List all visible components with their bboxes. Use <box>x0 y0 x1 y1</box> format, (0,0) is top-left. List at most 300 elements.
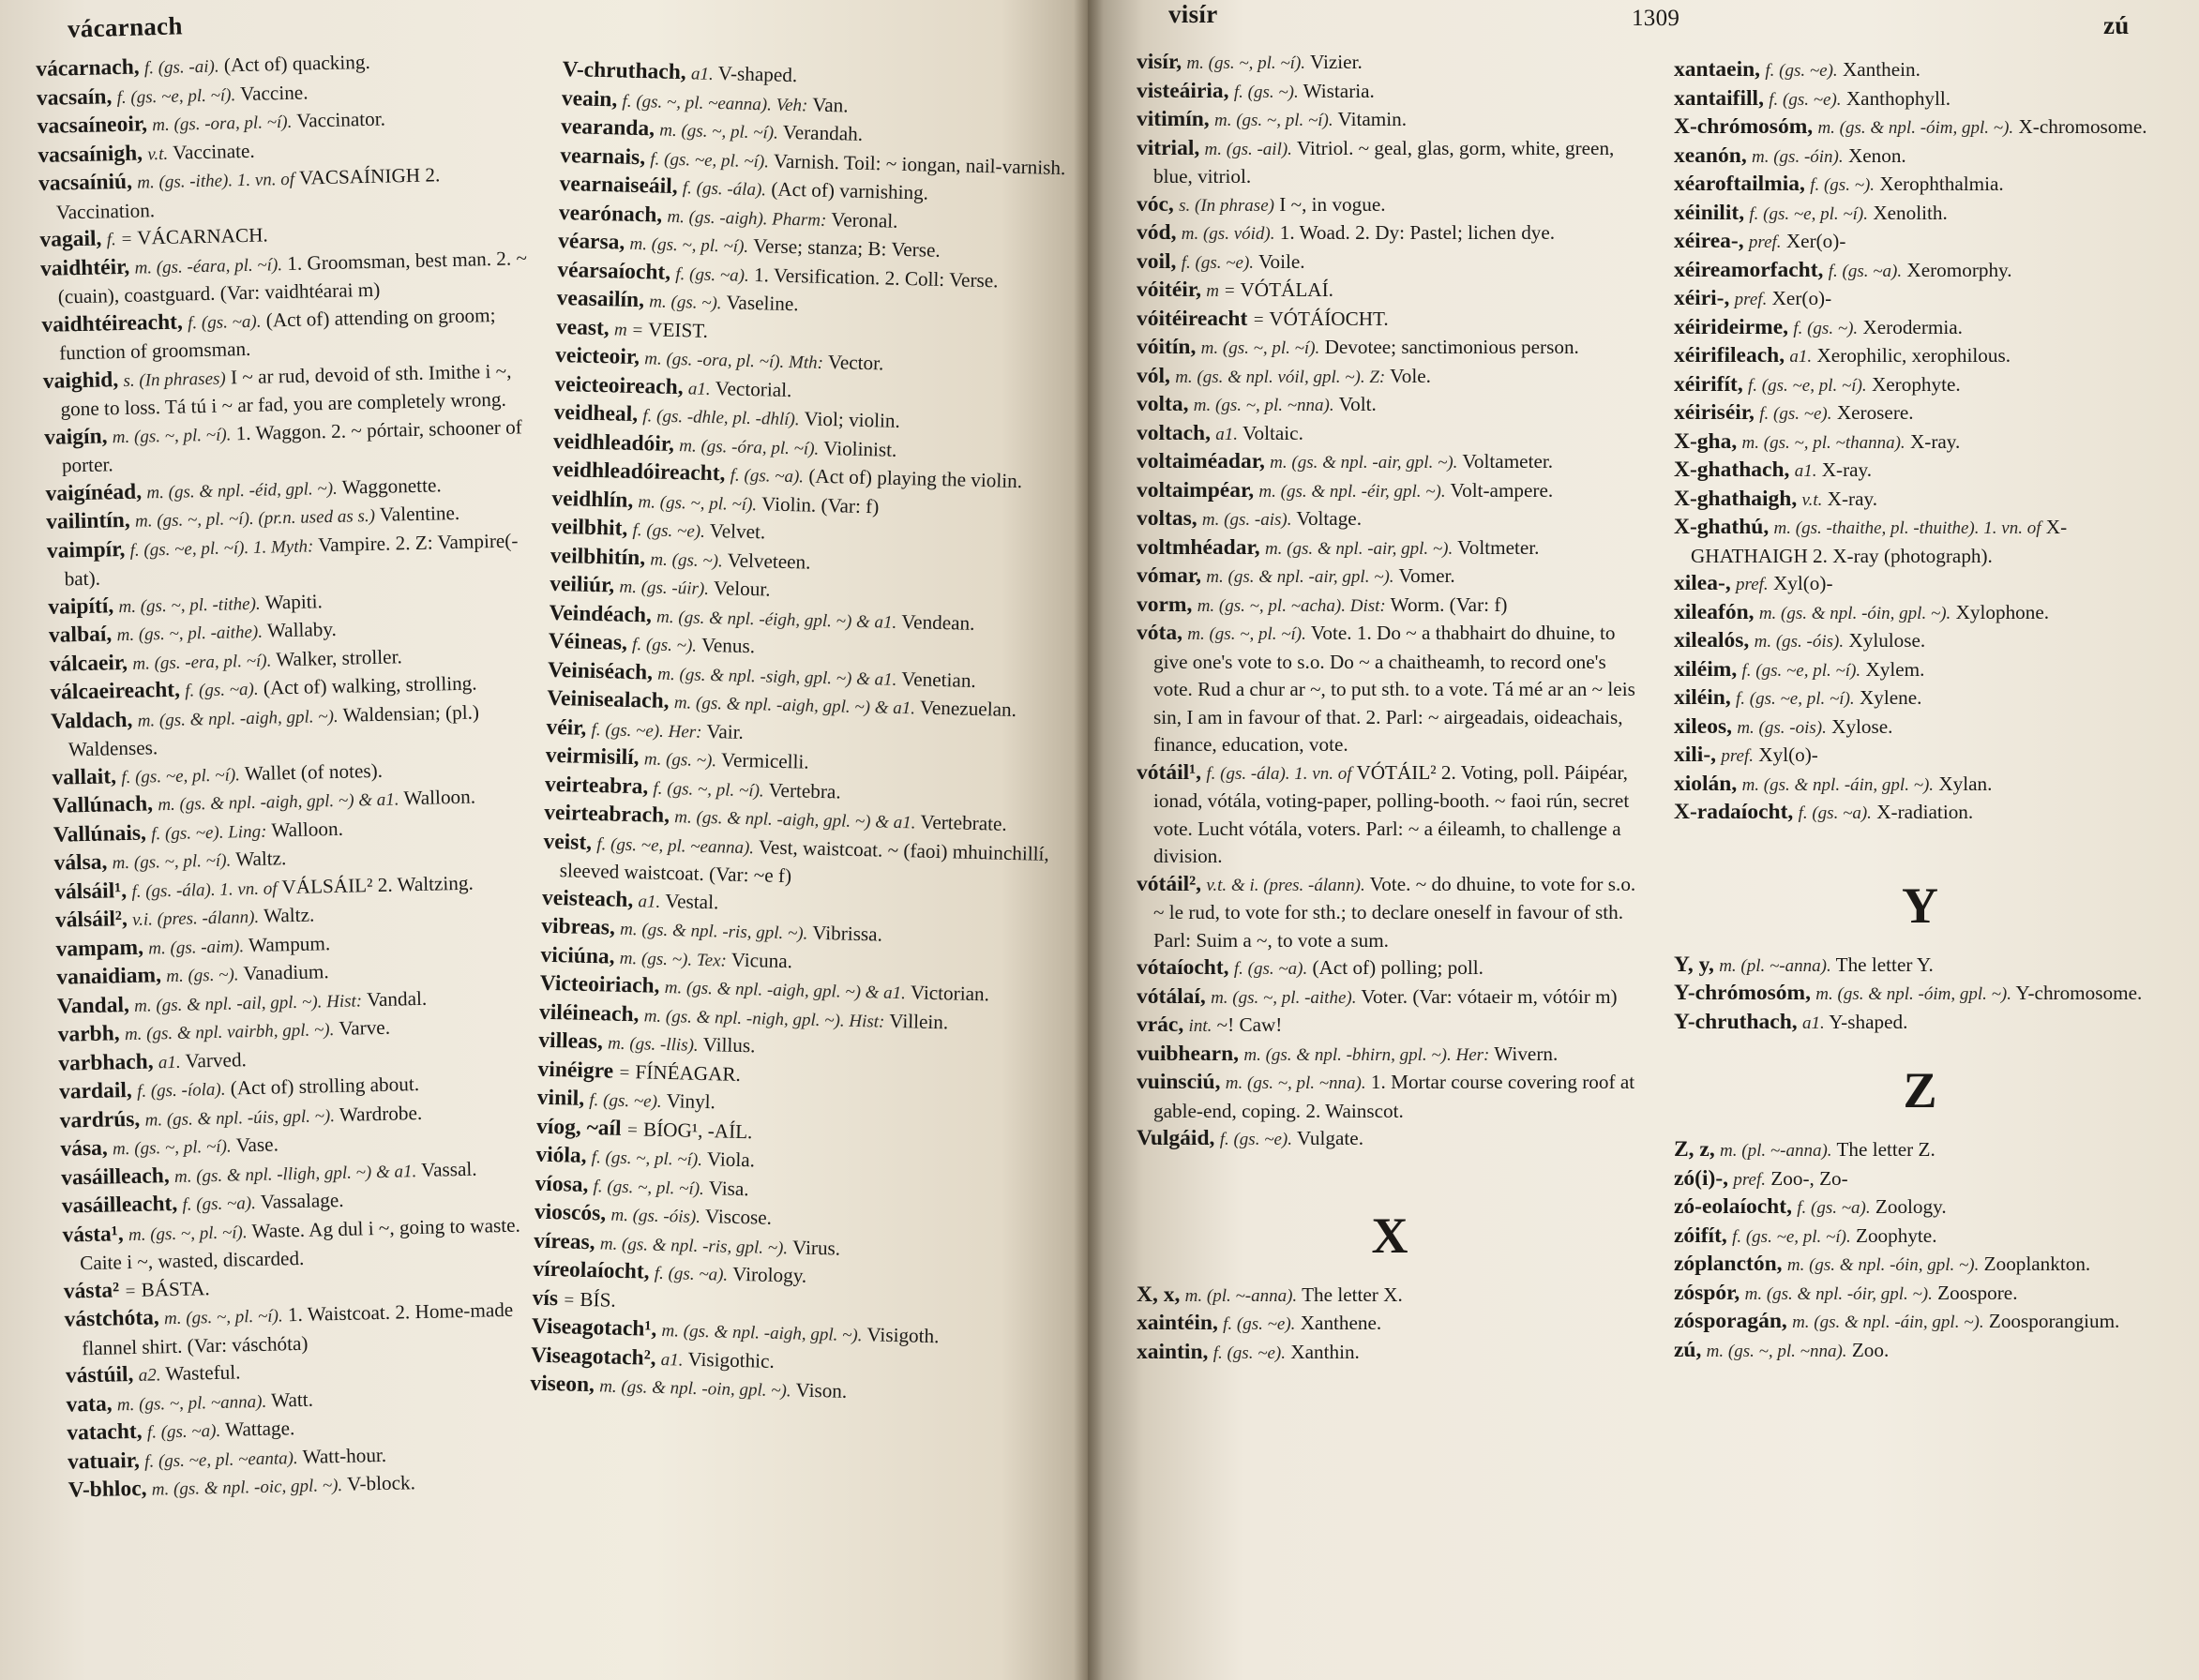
entry-definition: Xenon. <box>1847 143 1906 167</box>
entry-grammar: m. (pl. ~-anna). <box>1719 955 1831 976</box>
entry-grammar: f. (gs. ~e). Her: <box>591 719 702 742</box>
entry-headword: X-radaíocht, <box>1674 800 1794 824</box>
entry-headword: vástúil, <box>65 1361 134 1388</box>
entry-definition: Xerophthalmia. <box>1879 172 2004 195</box>
dictionary-entry <box>1674 342 2166 371</box>
entry-grammar: f. (gs. ~e). <box>632 519 706 542</box>
entry-headword: vásta² <box>63 1277 120 1304</box>
entry-definition: Wapiti. <box>264 589 324 614</box>
dictionary-entry <box>1674 428 2166 458</box>
entry-definition: Voter. (Var: vótaeir m, vótóir m) <box>1361 984 1618 1008</box>
entry-headword: viléineach, <box>538 999 640 1027</box>
entry-grammar: f. (gs. -ála). 1. vn. of <box>1206 763 1352 784</box>
entry-headword: veidhleadóir, <box>552 428 675 457</box>
entry-grammar: m = <box>1206 281 1236 301</box>
entry-definition: 1. Waggon. 2. ~ pórtair, schooner of porter. <box>61 414 522 477</box>
entry-headword: Viseagotach¹, <box>531 1313 657 1342</box>
entry-headword: veidhlín, <box>551 486 634 513</box>
entry-definition: Vampire. 2. Z: Vampire(-bat). <box>64 528 519 591</box>
z-entries <box>1674 1136 2166 1365</box>
entry-grammar: f. (gs. ~e, pl. ~í). <box>650 148 770 172</box>
entry-grammar: m. (gs. ~, pl. ~í). <box>638 491 758 515</box>
entries-column-2 <box>530 56 1069 1411</box>
entry-grammar: f. (gs. -ála). 1. vn. of <box>131 878 278 902</box>
entry-headword: veasailín, <box>556 285 645 313</box>
entry-headword: zú, <box>1674 1337 1702 1362</box>
entry-definition: Wardrobe. <box>339 1101 423 1126</box>
entry-definition: Varved. <box>185 1047 248 1072</box>
dictionary-entry <box>1137 49 1643 78</box>
entry-headword: vómar, <box>1137 563 1201 588</box>
entry-definition: X-GHATHAIGH 2. X-ray (photograph). <box>1691 516 2068 567</box>
entry-definition: Xanthophyll. <box>1845 86 1951 110</box>
entry-headword: V-bhloc, <box>68 1476 147 1503</box>
entry-headword: vata, <box>66 1391 113 1418</box>
entry-headword: visteáiria, <box>1137 78 1229 103</box>
entry-headword: xeanón, <box>1674 142 1747 168</box>
entry-grammar: m. (gs. ~). <box>649 292 722 314</box>
dictionary-entry <box>1674 399 2166 428</box>
entry-definition: (Act of) attending on groom; function of groomsman. <box>58 303 496 365</box>
entry-grammar: m. (gs. ~, pl. ~í). <box>1187 624 1306 644</box>
entry-headword: vitrial, <box>1137 135 1200 160</box>
entry-definition: V-shaped. <box>717 62 798 87</box>
entry-headword: veicteoir, <box>554 342 640 370</box>
entry-grammar: a1. <box>1794 461 1817 481</box>
entry-grammar: f. (gs. ~a). <box>675 263 750 286</box>
entry-grammar: m. (gs. & npl. -éid, gpl. ~). <box>146 478 339 502</box>
entry-definition: Wampum. <box>248 931 331 956</box>
entry-headword: xantaein, <box>1674 57 1761 82</box>
entry-definition: Vectorial. <box>715 376 792 401</box>
entry-definition: (Act of) quacking. <box>223 50 370 77</box>
entry-grammar: m. (gs. & npl. -aigh, gpl. ~) & a1. <box>664 977 907 1004</box>
entry-headword: vanaidiam, <box>56 963 162 990</box>
entry-headword: vatuair, <box>67 1448 141 1475</box>
entry-definition: Vanadium. <box>243 960 329 985</box>
entry-headword: vóitéir, <box>1137 278 1201 302</box>
dictionary-entry <box>1137 592 1643 621</box>
entry-grammar: f. (gs. ~, pl. ~í). <box>593 1176 705 1199</box>
entry-definition: Y-chromosome. <box>2015 982 2143 1004</box>
entry-definition: (Act of) strolling about. <box>230 1072 420 1100</box>
entry-headword: veidhleadóireacht, <box>551 457 726 487</box>
entry-definition: VÓTÁÍOCHT. <box>1269 307 1389 330</box>
entry-definition: Vaccinator. <box>295 107 386 132</box>
entry-definition: Voltmeter. <box>1457 535 1540 559</box>
dictionary-entry <box>1674 371 2166 400</box>
entry-definition: Vulgate. <box>1296 1127 1363 1149</box>
entry-headword: Vandal, <box>56 992 130 1019</box>
entry-grammar: m. (gs. ~). <box>643 749 717 772</box>
entry-grammar: m. (gs. -aigh). Pharm: <box>667 206 827 231</box>
entry-grammar: f. (gs. ~e, pl. ~í). <box>1732 1226 1851 1247</box>
entry-definition: Xanthene. <box>1300 1312 1382 1334</box>
entry-headword: vioscós, <box>534 1199 607 1226</box>
entry-headword: vasáilleacht, <box>61 1191 178 1219</box>
entry-headword: voil, <box>1137 248 1177 274</box>
entry-headword: vóta, <box>1137 621 1182 645</box>
entry-grammar: m. (gs. ~, pl. -aithe). <box>116 622 264 646</box>
entry-headword: xéirifít, <box>1674 371 1743 397</box>
entry-headword: volta, <box>1137 392 1189 416</box>
entry-grammar: f. (gs. ~a). <box>182 1192 257 1215</box>
dictionary-entry <box>1674 1009 2166 1038</box>
entry-grammar: m. (gs. & npl. -nigh, gpl. ~). Hist: <box>643 1005 885 1032</box>
entry-headword: vailintín, <box>45 507 131 534</box>
entry-definition: Vicuna. <box>730 948 793 972</box>
entry-grammar: m. (gs. -era, pl. ~í). <box>132 650 272 674</box>
entry-grammar: f. (gs. ~e, pl. ~í). <box>1749 203 1869 224</box>
entry-grammar: f. (gs. ~e). <box>1223 1314 1296 1334</box>
entry-grammar: m. (gs. & npl. -óim, gpl. ~). <box>1817 118 2014 138</box>
dictionary-entry <box>1137 534 1643 563</box>
entry-grammar: m. (gs. & npl. -óin, gpl. ~). <box>1758 603 1951 623</box>
entry-headword: visír, <box>1137 50 1182 74</box>
entry-headword: xilealós, <box>1674 628 1750 652</box>
entry-grammar: f. (gs. ~, pl. ~í). <box>591 1148 703 1170</box>
entry-grammar: m. (gs. & npl. -áin, gpl. ~). <box>1792 1312 1984 1332</box>
entry-headword: zóplanctón, <box>1674 1252 1783 1276</box>
entry-headword: Véineas, <box>548 628 628 655</box>
entry-headword: varbh, <box>57 1021 120 1047</box>
entry-headword: vástchóta, <box>64 1305 160 1332</box>
entry-grammar: a1. <box>690 64 714 84</box>
entry-definition: X-ray. <box>1909 429 1961 453</box>
entry-definition: Varnish. Toil: ~ iongan, nail-varnish. <box>773 149 1066 179</box>
dictionary-entry <box>1137 135 1643 191</box>
entry-headword: Vallúnach, <box>52 791 154 818</box>
entry-grammar: m. (gs. -óra, pl. ~í). <box>678 435 820 459</box>
entry-definition: ~! Caw! <box>1216 1013 1283 1036</box>
entry-grammar: m. (gs. ~, pl. ~í). (pr.n. used as s.) <box>134 505 376 532</box>
entry-headword: vacsaínigh, <box>38 140 143 168</box>
dictionary-entry <box>1137 871 1643 955</box>
entries-column-4 <box>1674 56 2166 1365</box>
entry-definition: Varve. <box>339 1015 391 1040</box>
entry-definition: Verandah. <box>782 120 864 145</box>
entry-grammar: m. (gs. ~, pl. ~í). <box>1200 338 1320 358</box>
entry-headword: víreolaíocht, <box>533 1256 650 1284</box>
entry-grammar: f. (gs. ~a). <box>654 1263 729 1285</box>
entry-headword: víosa, <box>535 1171 589 1197</box>
dictionary-entry <box>1674 1251 2166 1280</box>
running-head-left: vácarnach <box>67 11 184 43</box>
entry-definition: Vison. <box>795 1378 848 1402</box>
entry-headword: viseon, <box>530 1371 595 1398</box>
entry-definition: Devotee; sanctimonious person. <box>1324 336 1579 358</box>
entry-definition: Xerosere. <box>1836 401 1914 424</box>
dictionary-entry <box>1137 620 1643 759</box>
entry-definition: Violinist. <box>822 436 897 461</box>
entry-grammar: m. (gs. -aim). <box>148 936 245 959</box>
dictionary-entry <box>1674 171 2166 200</box>
entry-definition: Villein. <box>889 1009 949 1033</box>
entry-definition: Viola. <box>706 1148 756 1172</box>
entry-headword: veirteabra, <box>544 772 649 799</box>
entry-definition: (Act of) walking, strolling. <box>263 671 477 699</box>
entry-definition: Xerodermia. <box>1862 315 1963 338</box>
entry-definition: The letter Y. <box>1835 952 1934 976</box>
entry-definition: Worm. (Var: f) <box>1390 592 1508 616</box>
dictionary-entry <box>1674 656 2166 685</box>
entry-grammar: f. (gs. ~e). Ling: <box>150 821 267 844</box>
dictionary-entry <box>1674 314 2166 343</box>
entry-grammar: pref. <box>1736 575 1769 594</box>
entry-definition: VÁCARNACH. <box>136 223 268 249</box>
entry-definition: Venezuelan. <box>919 696 1017 722</box>
entry-definition: 1. Woad. 2. Dy: Pastel; lichen dye. <box>1279 221 1556 244</box>
entry-grammar: pref. <box>1733 1169 1767 1190</box>
dictionary-entry <box>1137 219 1643 248</box>
entry-headword: vaidhtéireacht, <box>41 309 184 338</box>
entry-definition: Wattage. <box>224 1417 295 1441</box>
entry-definition: The letter Z. <box>1836 1138 1935 1161</box>
dictionary-entry <box>1674 1193 2166 1222</box>
entry-headword: vasáilleach, <box>60 1162 170 1191</box>
entry-headword: véarsaíocht, <box>557 257 671 285</box>
entry-grammar: m. (gs. & npl. -oin, gpl. ~). <box>598 1376 791 1402</box>
entry-definition: Voltameter. <box>1462 450 1554 472</box>
entry-headword: Veinisealach, <box>546 685 670 713</box>
dictionary-entry <box>1674 1165 2166 1194</box>
entry-grammar: f. (gs. ~a). <box>1233 959 1308 979</box>
entry-definition: Vector. <box>827 351 884 375</box>
entry-definition: Veronal. <box>831 207 898 232</box>
entry-definition: Velveteen. <box>727 548 811 574</box>
entry-grammar: a1. <box>1801 1012 1825 1033</box>
entry-grammar: a2. <box>138 1365 161 1386</box>
entry-grammar: v.t. & i. (pres. -álann). <box>1206 875 1365 895</box>
entry-headword: vótaíocht, <box>1137 955 1229 980</box>
entry-headword: Veindéach, <box>549 600 653 627</box>
dictionary-entry <box>1137 277 1643 306</box>
entry-grammar: m. (gs. -ora, pl. ~í). <box>152 112 293 136</box>
dictionary-entry <box>1137 562 1643 592</box>
entry-grammar: s. (In phrase) <box>1179 195 1274 216</box>
entry-grammar: f. (gs. ~e). <box>589 1090 662 1112</box>
entry-definition: Vandal. <box>366 986 428 1011</box>
entry-definition: Venus. <box>700 633 756 658</box>
entry-definition: Wistaria. <box>1303 79 1375 102</box>
entry-definition: Waste. Ag dul i ~, going to waste. Caite i ~, wasted, discarded. <box>79 1213 521 1275</box>
entry-definition: Xyl(o)- <box>1758 743 1818 766</box>
dictionary-entry <box>1674 514 2166 570</box>
dictionary-entry <box>1137 1041 1643 1070</box>
entry-definition: Voltaic. <box>1242 421 1303 444</box>
entry-definition: Visigothic. <box>687 1347 776 1372</box>
entry-definition: Wallaby. <box>266 617 338 642</box>
entry-grammar: m. (gs. ~). Tex: <box>619 948 728 971</box>
dictionary-entry <box>1674 457 2166 486</box>
entry-definition: Zoo-, Zo- <box>1770 1166 1848 1190</box>
dictionary-entry <box>1137 954 1643 983</box>
dictionary-entry <box>1674 113 2166 142</box>
entry-headword: vrác, <box>1137 1012 1184 1037</box>
dictionary-entry <box>1137 1310 1643 1339</box>
entry-grammar: pref. <box>1721 746 1754 766</box>
entry-grammar: m. (gs. & npl. -óir, gpl. ~). <box>1744 1283 1933 1304</box>
dictionary-entry <box>1137 1282 1643 1311</box>
entry-definition: Waldensian; (pl.) Waldenses. <box>68 699 480 761</box>
entry-definition: Watt. <box>270 1388 314 1412</box>
section-letter-y: Y <box>1902 877 1938 934</box>
entry-headword: vaidhtéir, <box>39 254 130 281</box>
entry-headword: vacsaíniú, <box>38 169 133 196</box>
entry-headword: xiolán, <box>1674 771 1738 796</box>
entry-headword: vóc, <box>1137 191 1174 217</box>
entry-grammar: m. (gs. -ora, pl. ~í). Mth: <box>644 349 824 373</box>
entry-headword: xiléin, <box>1674 685 1731 710</box>
entry-definition: Vaccinate. <box>172 139 255 164</box>
entry-grammar: pref. <box>1734 290 1768 309</box>
entry-grammar: f. (gs. -ála). <box>682 178 767 201</box>
entry-definition: Vibrissa. <box>812 921 883 946</box>
entry-definition: Xylem. <box>1865 657 1925 681</box>
entry-grammar: m. (gs. -ais). <box>1201 510 1292 530</box>
entry-headword: Valdach, <box>50 707 133 734</box>
x-entries-cont <box>1674 56 2166 828</box>
entry-headword: vearnaiseáil, <box>559 171 678 200</box>
entry-grammar: m. (pl. ~-anna). <box>1184 1285 1298 1306</box>
dictionary-entry <box>1674 1222 2166 1252</box>
entry-headword: vardrús, <box>59 1106 141 1133</box>
entry-grammar: f. (gs. ~, pl. ~í). <box>653 778 764 801</box>
entry-definition: BÁSTA. <box>141 1276 210 1301</box>
entry-headword: veist, <box>543 829 593 855</box>
entry-headword: vótáil², <box>1137 871 1202 896</box>
entry-headword: veilbhit, <box>550 514 628 541</box>
entry-definition: Waggonette. <box>341 472 442 499</box>
entry-grammar: m. (gs. -éara, pl. ~í). <box>134 254 283 278</box>
entry-headword: xiléim, <box>1674 656 1738 682</box>
dictionary-entry <box>1674 952 2166 981</box>
entry-definition: Virus. <box>791 1235 841 1260</box>
entry-headword: xili-, <box>1674 742 1717 767</box>
entry-grammar: m. (gs. ~, pl. ~í). <box>1186 53 1306 73</box>
entry-headword: vaimpír, <box>46 536 126 563</box>
entry-grammar: v.i. (pres. -álann). <box>131 907 260 930</box>
entry-headword: voltaiméadar, <box>1137 449 1265 473</box>
dictionary-entry <box>1137 106 1643 135</box>
entry-headword: véarsa, <box>557 228 625 255</box>
entry-headword: vacsaín, <box>36 83 113 111</box>
entry-grammar: m. (gs. -llis). <box>607 1033 699 1056</box>
entry-grammar: m. (gs. -ail). <box>1204 139 1292 159</box>
entry-headword: Victeoiriach, <box>539 970 660 998</box>
entry-headword: vóitéireacht <box>1137 306 1248 331</box>
entry-headword: voltach, <box>1137 420 1211 445</box>
entry-grammar: m. (gs. ~, pl. -aithe). <box>1211 987 1357 1008</box>
entry-definition: Voile. <box>1258 249 1305 273</box>
entry-grammar: m. (gs. & npl. -éir, gpl. ~). <box>1258 481 1446 502</box>
dictionary-entry <box>1674 285 2166 314</box>
entry-headword: xilea-, <box>1674 571 1731 595</box>
entry-headword: Vallúnais, <box>53 820 147 848</box>
entry-definition: Zoo. <box>1851 1338 1890 1361</box>
entry-headword: X-chrómosóm, <box>1674 114 1814 139</box>
entry-grammar: m. (gs. & npl. -óim, gpl. ~). <box>1815 984 2012 1004</box>
entry-headword: vís <box>532 1285 559 1311</box>
entry-definition: 1. Waistcoat. 2. Home-made flannel shirt. (Var: váschóta) <box>81 1298 514 1359</box>
entry-grammar: f. (gs. ~a). <box>1828 261 1903 281</box>
left-page <box>0 0 1088 1680</box>
entry-headword: vóitín, <box>1137 335 1197 359</box>
entry-definition: Virology. <box>731 1262 807 1287</box>
entry-definition: Vitriol. ~ geal, glas, gorm, white, green, blue, vitriol. <box>1153 136 1615 188</box>
entry-definition: I ~, in vogue. <box>1279 192 1386 216</box>
entry-headword: xéirifileach, <box>1674 343 1785 368</box>
entry-headword: xéirea-, <box>1674 229 1744 253</box>
entry-grammar: m. (gs. ~, pl. ~í). <box>112 1136 232 1160</box>
entry-definition: Zoospore. <box>1937 1281 2018 1304</box>
entry-grammar: m. (gs. & npl. -aigh, gpl. ~) & a1. <box>158 789 399 816</box>
entry-definition: BÍOG¹, -AÍL. <box>642 1117 753 1143</box>
entry-headword: X-ghathaigh, <box>1674 486 1798 511</box>
dictionary-entry <box>1137 363 1643 392</box>
dictionary-entry <box>1674 799 2166 828</box>
entries-column-1 <box>36 45 559 1506</box>
entry-grammar: m. (gs. ~, pl. ~í). <box>112 424 232 447</box>
entry-headword: veast, <box>555 314 610 340</box>
entry-definition: Verse; stanza; B: Verse. <box>752 234 941 262</box>
dictionary-entry <box>1137 420 1643 449</box>
entry-definition: Viscose. <box>704 1205 773 1229</box>
entry-definition: Vendean. <box>900 609 975 635</box>
entry-definition: BÍS. <box>580 1287 617 1312</box>
entry-grammar: m. (gs. & npl. -air, gpl. ~). <box>1270 453 1458 472</box>
entry-headword: vagail, <box>39 226 102 252</box>
entry-grammar: m. (gs. -úir). <box>619 577 710 599</box>
entry-definition: Xylan. <box>1938 772 1993 795</box>
entry-definition: Villus. <box>702 1032 756 1058</box>
entry-grammar: m. (gs. & npl. -éigh, gpl. ~) & a1. <box>655 607 897 633</box>
entry-definition: Vitamin. <box>1337 108 1408 130</box>
entry-definition: Valentine. <box>379 501 460 526</box>
entry-headword: vuinsciú, <box>1137 1070 1221 1094</box>
entry-grammar: = <box>618 1062 631 1083</box>
entry-grammar: = <box>1252 309 1265 330</box>
entry-grammar: m. (gs. -thaithe, pl. -thuithe). 1. vn. of <box>1773 518 2041 538</box>
dictionary-entry <box>1137 448 1643 477</box>
entry-definition: FÍNÉAGAR. <box>635 1059 742 1086</box>
dictionary-entry <box>1137 1125 1643 1154</box>
dictionary-entry <box>1674 742 2166 771</box>
entry-headword: V-chruthach, <box>562 56 687 85</box>
entry-headword: vól, <box>1137 363 1170 388</box>
entry-grammar: m. (gs. -óin). <box>1752 146 1844 167</box>
entry-grammar: m. (gs. & npl. -air, gpl. ~). <box>1264 538 1453 559</box>
entry-grammar: = <box>563 1289 576 1311</box>
entry-grammar: m. (gs. ~). <box>650 548 723 571</box>
entry-grammar: m. (gs. & npl. -aigh, gpl. ~). <box>661 1320 863 1346</box>
entry-definition: Volt. <box>1338 393 1377 415</box>
entry-grammar: f. = <box>106 229 133 250</box>
entry-headword: xéiri-, <box>1674 286 1730 310</box>
entry-definition: Visigoth. <box>866 1323 940 1348</box>
entry-headword: vótáil¹, <box>1137 759 1202 785</box>
entry-grammar: m = <box>613 319 644 340</box>
entry-definition: Voltage. <box>1296 507 1363 530</box>
entry-definition: Walker, stroller. <box>275 644 402 670</box>
entry-grammar: m. (gs. & npl. -air, gpl. ~). <box>1206 567 1394 587</box>
entry-definition: Vertebra. <box>768 778 841 802</box>
entry-headword: vótálaí, <box>1137 983 1206 1009</box>
dictionary-entry <box>1674 570 2166 599</box>
entry-grammar: f. (gs. ~e). <box>1219 1130 1292 1149</box>
entry-definition: Walloon. <box>403 785 476 810</box>
entry-grammar: m. (gs. ~, pl. ~thanna). <box>1741 432 1905 453</box>
